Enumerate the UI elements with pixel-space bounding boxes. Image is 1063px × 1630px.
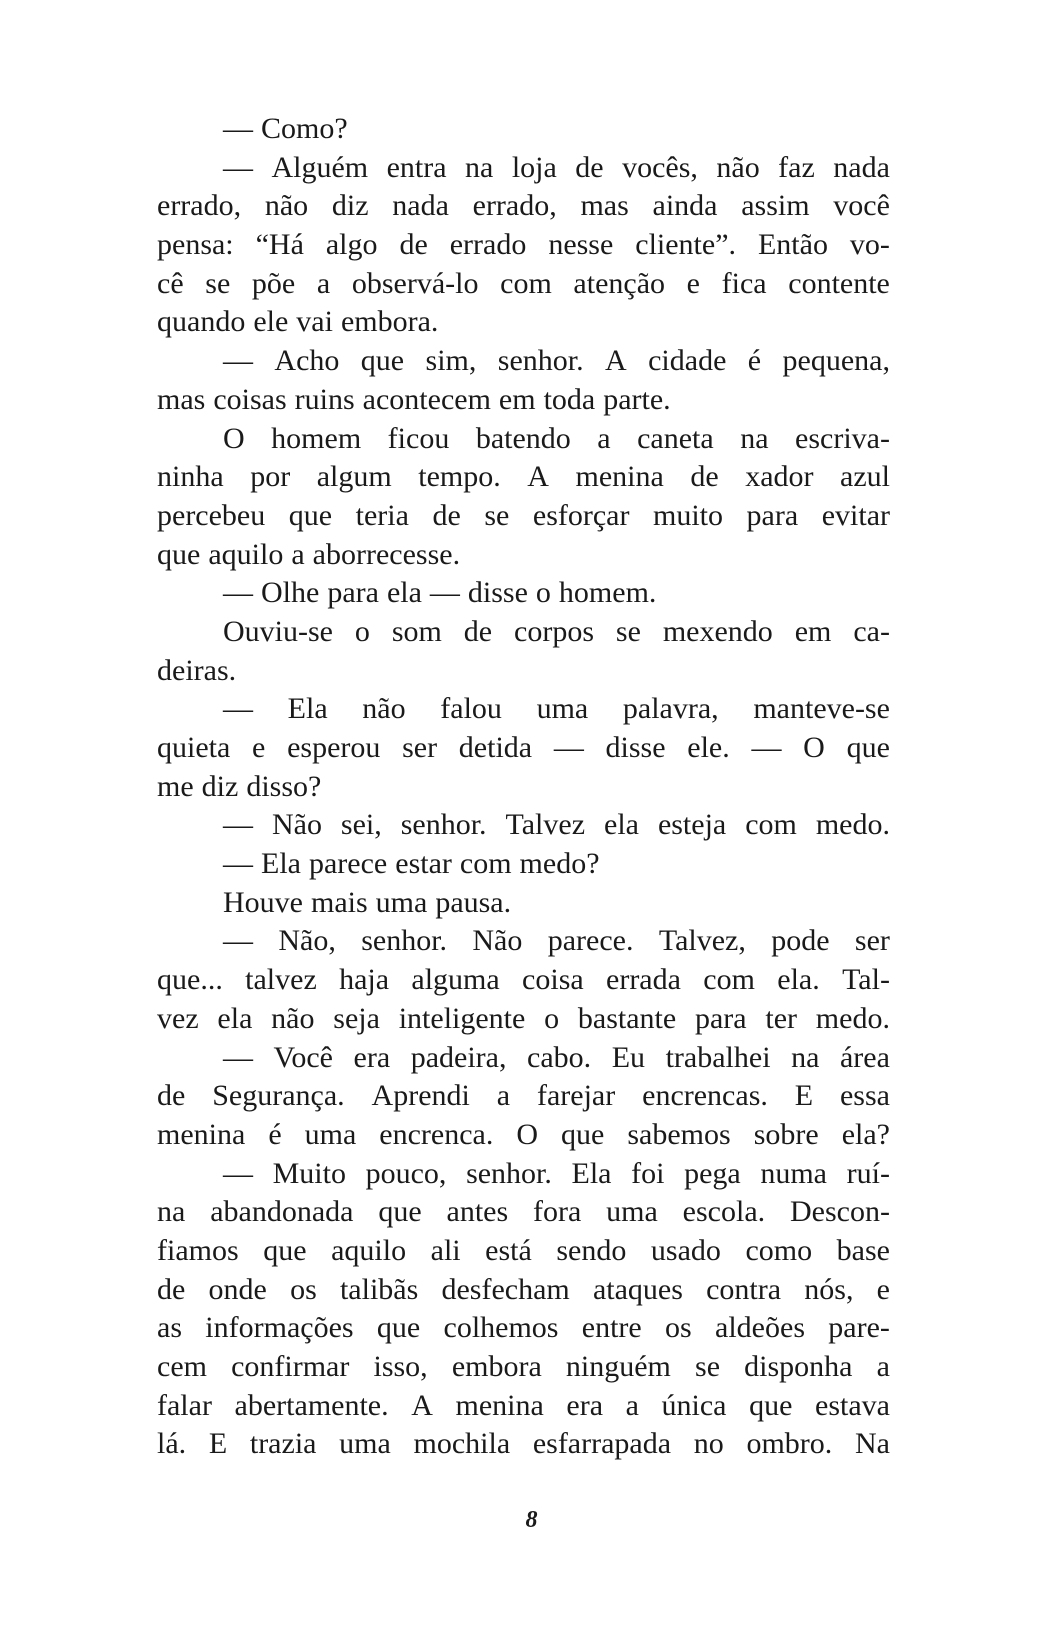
text-line: — Como? (223, 112, 348, 145)
text-line: errado, não diz nada errado, mas ainda assim você (157, 189, 890, 223)
text-line: quieta e esperou ser detida — disse ele. — O que (157, 731, 890, 764)
text-line: na abandonada que antes fora uma escola. Descon- (157, 1195, 890, 1229)
text-line: — Ela parece estar com medo? (223, 847, 600, 881)
text-line: de onde os talibãs desfecham ataques contra nós, e (157, 1272, 890, 1306)
text-line: ninha por algum tempo. A menina de xador azul (157, 460, 890, 494)
text-line: falar abertamente. A menina era a única que estava (157, 1388, 890, 1422)
text-line: cê se põe a observá-lo com atenção e fica contente (157, 266, 890, 300)
text-line: pensa: “Há algo de errado nesse cliente”. Então vo- (157, 228, 890, 262)
text-line: — Olhe para ela — disse o homem. (223, 576, 657, 610)
body-text (157, 110, 890, 1464)
text-line: — Muito pouco, senhor. Ela foi pega numa ruí- (223, 1156, 890, 1190)
page-number: 8 (525, 1507, 538, 1533)
text-line: — Acho que sim, senhor. A cidade é pequena, (223, 344, 890, 378)
text-line: Ouviu-se o som de corpos se mexendo em ca- (223, 614, 890, 648)
text-line: Houve mais uma pausa. (223, 885, 512, 919)
text-line: — Alguém entra na loja de vocês, não faz nada (223, 150, 890, 184)
text-line: menina é uma encrenca. O que sabemos sobre ela? (157, 1117, 890, 1151)
text-line: que... talvez haja alguma coisa errada com ela. Tal- (157, 963, 890, 997)
text-line: quando ele vai embora. (157, 305, 439, 339)
text-line: fiamos que aquilo ali está sendo usado como base (157, 1233, 890, 1267)
text-line: — Você era padeira, cabo. Eu trabalhei na área (223, 1040, 890, 1074)
text-line: de Segurança. Aprendi a farejar encrencas. E essa (157, 1079, 890, 1113)
text-line: — Não, senhor. Não parece. Talvez, pode ser (223, 924, 890, 958)
text-line: percebeu que teria de se esforçar muito para evitar (157, 498, 890, 532)
text-line: — Ela não falou uma palavra, manteve-se (223, 692, 890, 726)
text-line: me diz disso? (157, 769, 322, 803)
text-line: lá. E trazia uma mochila esfarrapada no ombro. Na (157, 1427, 890, 1461)
text-line: deiras. (157, 653, 237, 687)
text-line: vez ela não seja inteligente o bastante para ter medo. (157, 1001, 890, 1035)
text-line: — Não sei, senhor. Talvez ela esteja com medo. (223, 808, 890, 842)
text-line: que aquilo a aborrecesse. (157, 537, 461, 571)
text-line: O homem ficou batendo a caneta na escriva- (223, 421, 890, 455)
text-line: as informações que colhemos entre os aldeões pare- (157, 1311, 890, 1345)
text-line: mas coisas ruins acontecem em toda parte. (157, 382, 671, 416)
text-line: cem confirmar isso, embora ninguém se disponha a (157, 1350, 890, 1383)
